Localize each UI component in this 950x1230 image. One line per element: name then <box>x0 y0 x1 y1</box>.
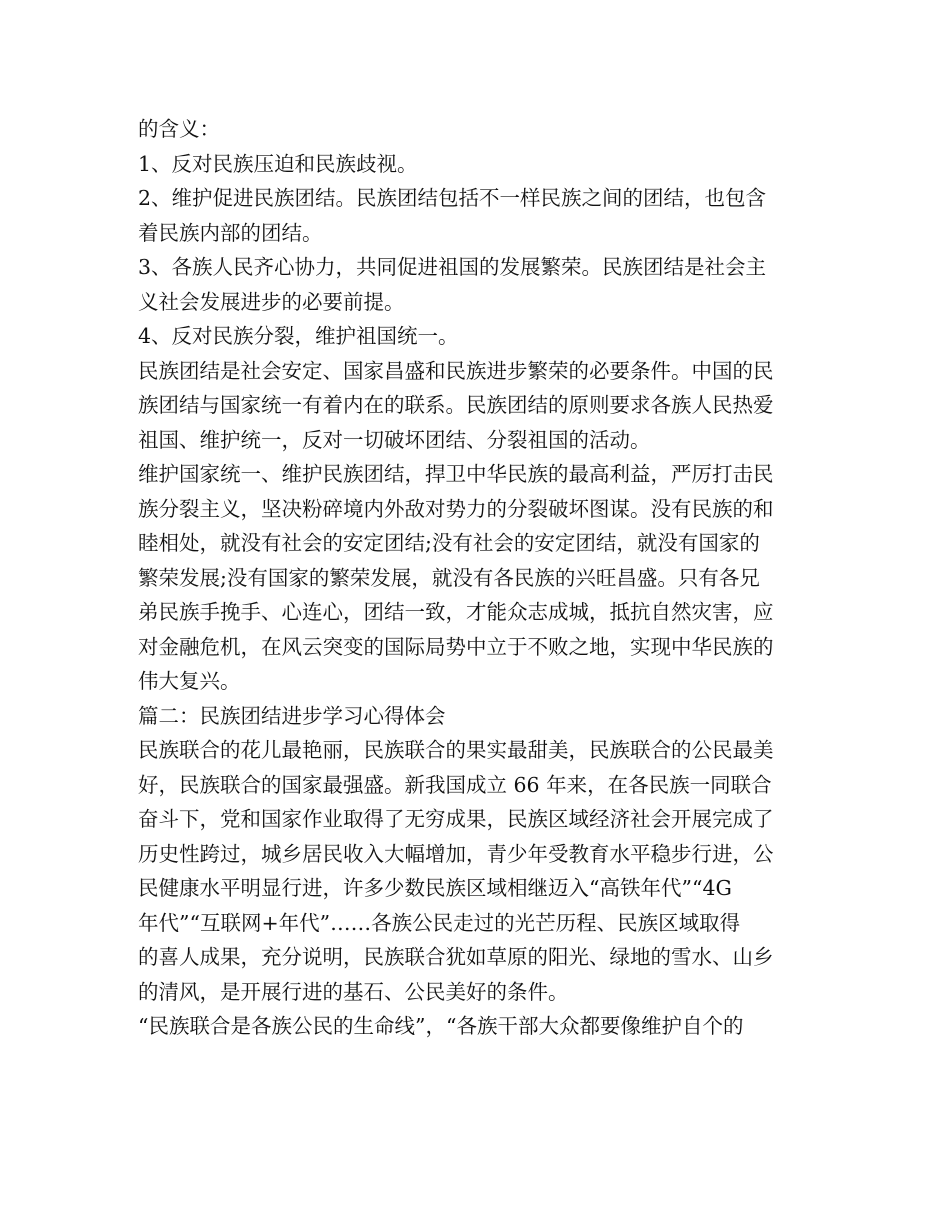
text-line: 族分裂主义，坚决粉碎境内外敌对势力的分裂破坏图谋。没有民族的和 <box>138 496 774 521</box>
text-line: 民族团结是社会安定、国家昌盛和民族进步繁荣的必要条件。中国的民 <box>138 358 774 383</box>
text-line: 民健康水平明显行进，许多少数民族区域相继迈入“高铁年代”“4G <box>138 876 732 900</box>
text-line: 睦相处，就没有社会的安定团结;没有社会的安定团结，就没有国家的 <box>138 531 760 555</box>
text-line: 对金融危机，在风云突变的国际局势中立于不败之地，实现中华民族的 <box>138 634 774 659</box>
text-line: 繁荣发展;没有国家的繁荣发展，就没有各民族的兴旺昌盛。只有各兄 <box>138 565 760 590</box>
text-line: 的喜人成果，充分说明，民族联合犹如草原的阳光、绿地的雪水、山乡 <box>138 945 774 969</box>
document-body <box>138 112 818 1044</box>
text-line: 奋斗下，党和国家作业取得了无穷成果，民族区域经济社会开展完成了 <box>138 807 774 831</box>
text-line: 义社会发展进步的必要前提。 <box>138 289 405 314</box>
text-line: 伟大复兴。 <box>138 669 241 693</box>
text-line: 弟民族手挽手、心连心，团结一致，才能众志成城，抵抗自然灾害，应 <box>138 600 774 624</box>
text-line: 祖国、维护统一，反对一切破坏团结、分裂祖国的活动。 <box>138 427 651 452</box>
text-line: 3、各族人民齐心协力，共同促进祖国的发展繁荣。民族团结是社会主 <box>138 255 767 279</box>
text-line: 4、反对民族分裂，维护祖国统一。 <box>138 324 459 348</box>
text-line: 历史性跨过，城乡居民收入大幅增加，青少年受教育水平稳步行进，公 <box>138 841 774 866</box>
text-line: 1、反对民族压迫和民族歧视。 <box>138 151 418 176</box>
text-line: 2、维护促进民族团结。民族团结包括不一样民族之间的团结，也包含 <box>138 186 767 210</box>
text-line: “民族联合是各族公民的生命线”，“各族干部大众都要像维护自个的 <box>138 1014 744 1038</box>
text-line: 族团结与国家统一有着内在的联系。民族团结的原则要求各族人民热爱 <box>138 393 774 417</box>
section-heading: 篇二：民族团结进步学习心得体会 <box>138 703 446 728</box>
text-line: 年代”“互联网+年代”……各族公民走过的光芒历程、民族区域取得 <box>138 910 741 935</box>
text-line: 着民族内部的团结。 <box>138 220 323 245</box>
text-line: 好，民族联合的国家最强盛。新我国成立 66 年来，在各民族一同联合 <box>138 772 772 797</box>
text-line: 维护国家统一、维护民族团结，捍卫中华民族的最高利益，严厉打击民 <box>138 462 774 486</box>
text-line: 民族联合的花儿最艳丽，民族联合的果实最甜美，民族联合的公民最美 <box>138 738 774 762</box>
text-line: 的清风，是开展行进的基石、公民美好的条件。 <box>138 979 569 1004</box>
text-line: 的含义： <box>138 117 220 141</box>
